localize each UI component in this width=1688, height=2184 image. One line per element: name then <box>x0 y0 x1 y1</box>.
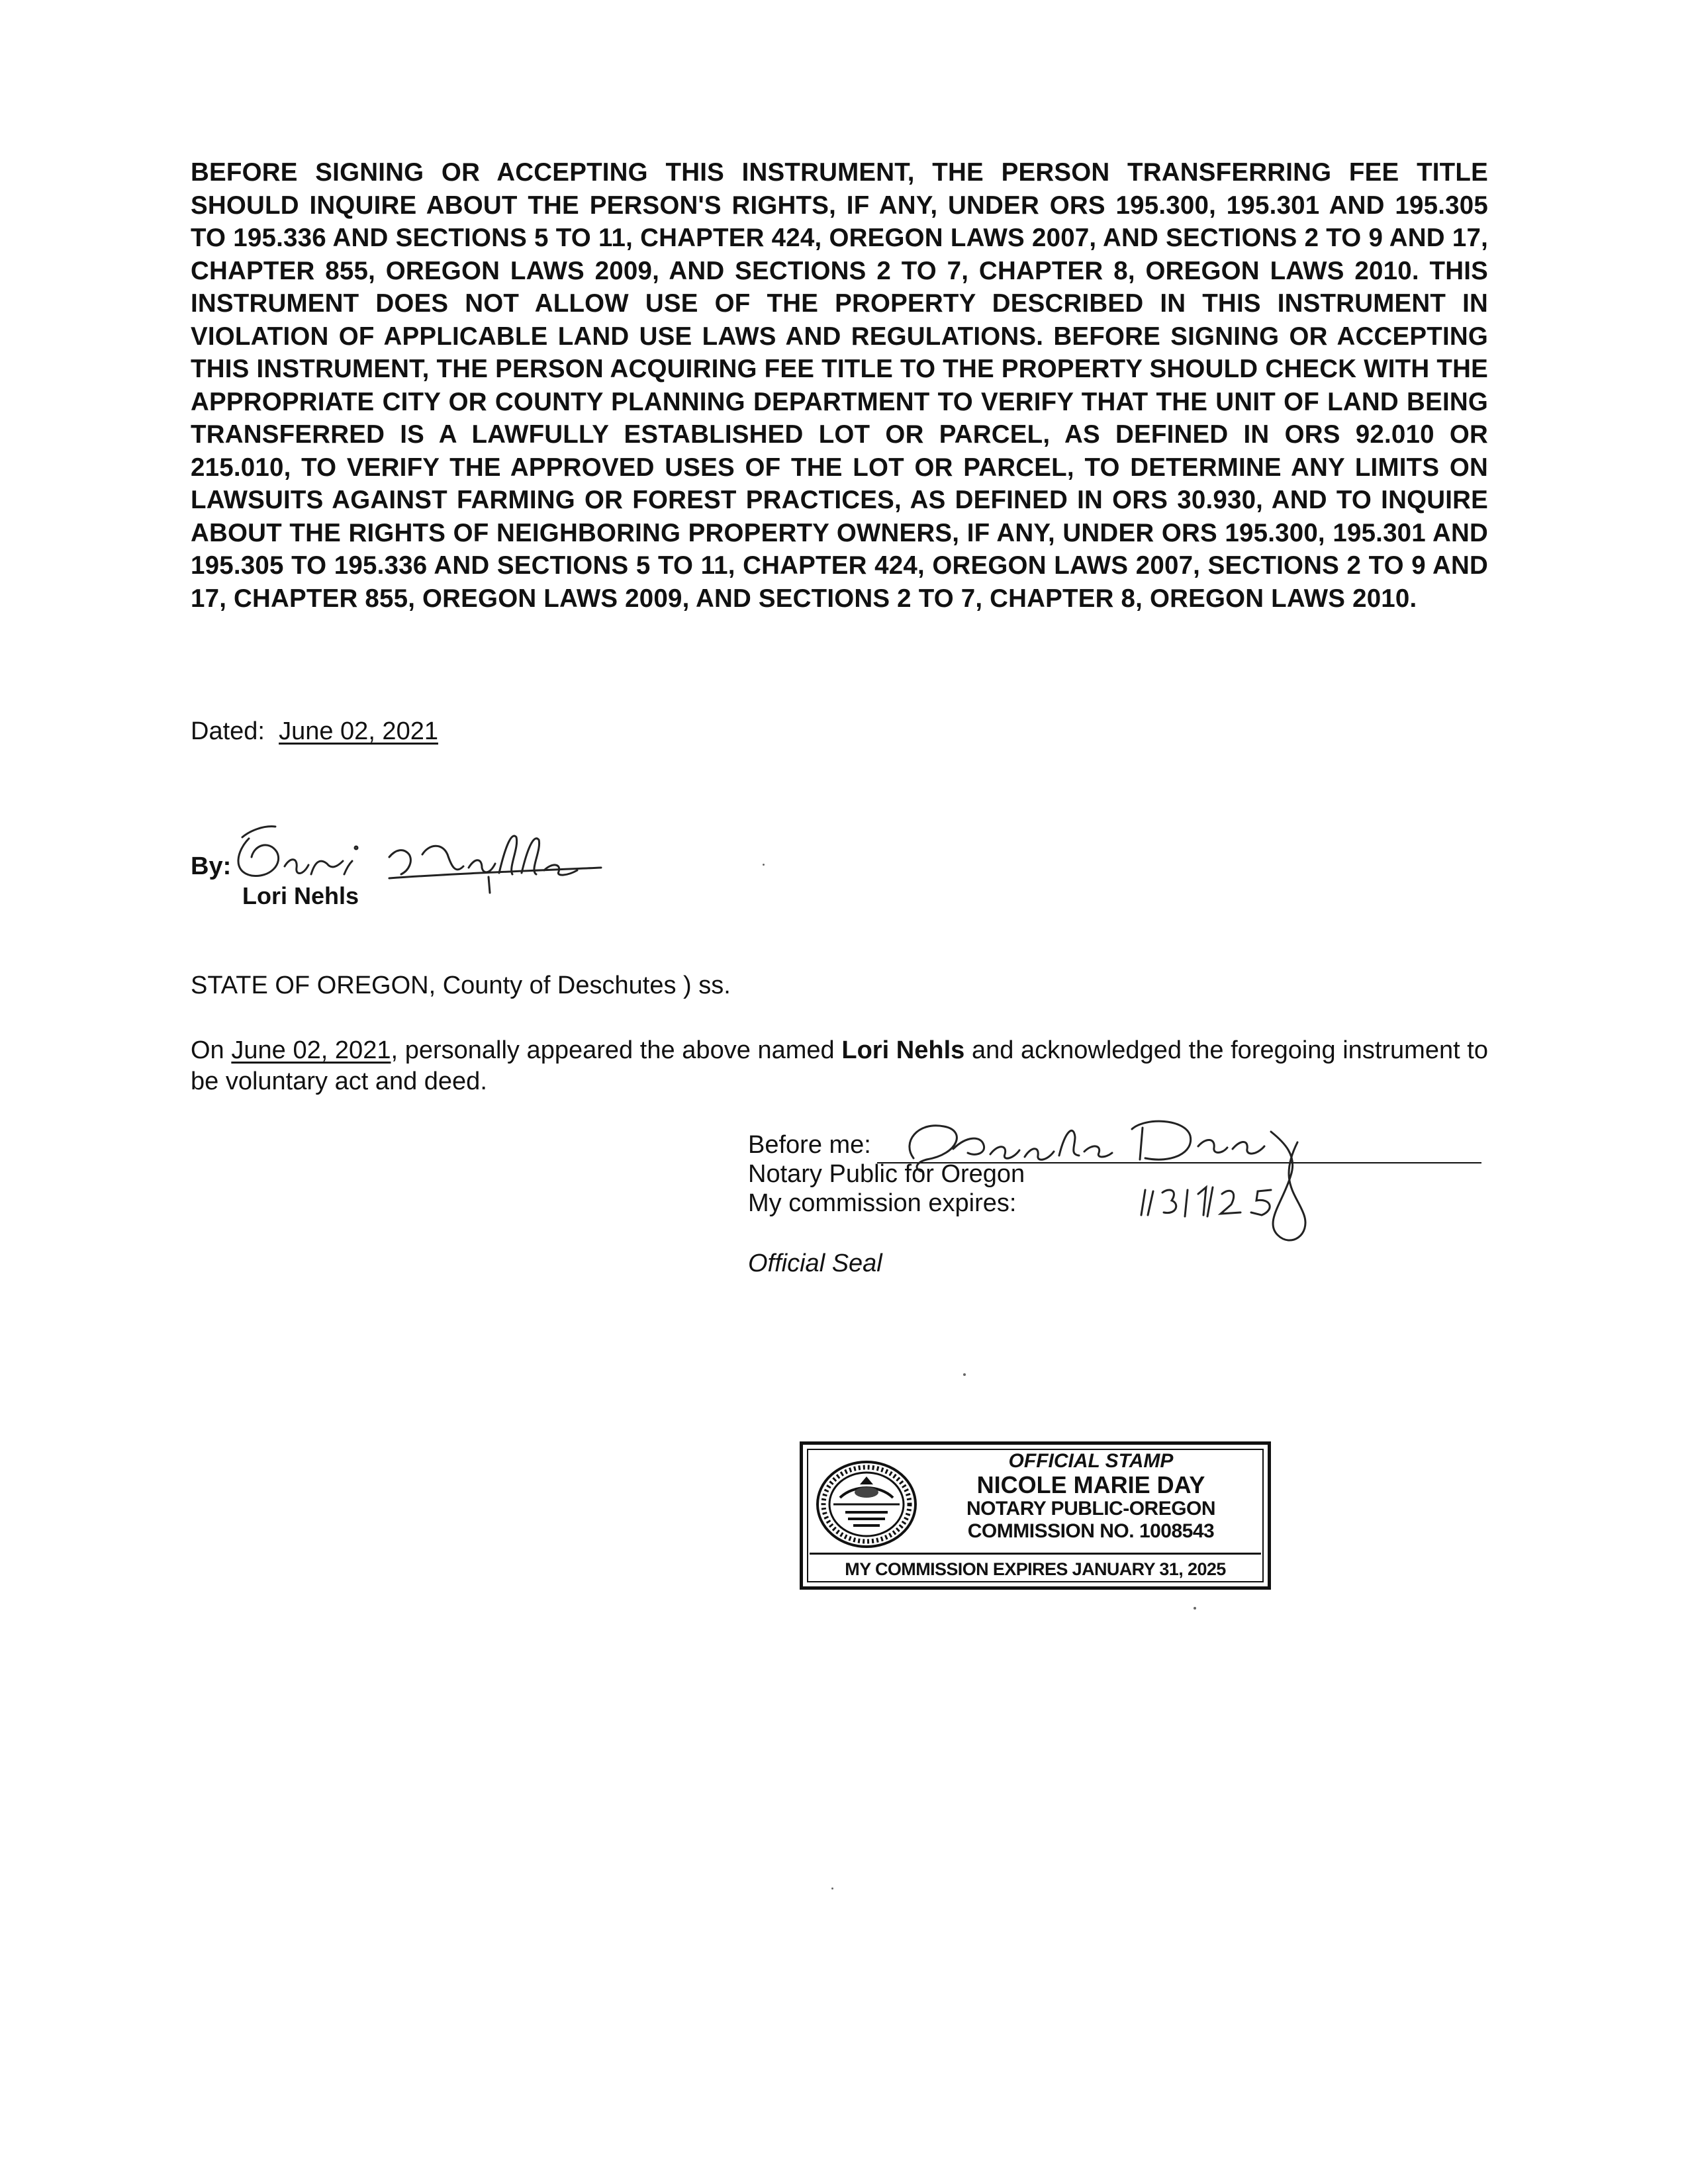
scan-speck <box>831 1888 833 1889</box>
grantor-signature-block <box>191 811 694 910</box>
stamp-expiration: MY COMMISSION EXPIRES JANUARY 31, 2025 <box>845 1559 1226 1579</box>
dated-label: Dated: <box>191 717 265 745</box>
ack-date: June 02, 2021 <box>231 1036 391 1064</box>
notary-signature <box>748 1116 1489 1268</box>
stamp-divider <box>810 1553 1261 1555</box>
grantor-name: Lori Nehls <box>242 882 359 909</box>
notary-block <box>748 1116 1489 1268</box>
scan-speck <box>1194 1607 1196 1610</box>
ack-name: Lori Nehls <box>841 1036 965 1064</box>
acknowledgment-paragraph <box>191 1035 1488 1097</box>
venue-line: STATE OF OREGON, County of Deschutes ) ss. <box>191 972 731 999</box>
stamp-text-block <box>929 1450 1253 1543</box>
official-seal-label: Official Seal <box>748 1250 882 1277</box>
dated-date: June 02, 2021 <box>279 717 438 745</box>
oregon-state-seal-icon <box>814 1458 919 1551</box>
scan-speck <box>963 1373 966 1376</box>
stamp-notary-title: NOTARY PUBLIC-OREGON <box>966 1498 1216 1520</box>
scan-speck <box>763 864 765 866</box>
stamp-heading: OFFICIAL STAMP <box>1008 1450 1174 1472</box>
stamp-notary-name: NICOLE MARIE DAY <box>976 1471 1205 1498</box>
commission-expires-label: My commission expires: <box>748 1189 1017 1217</box>
by-label: By: <box>191 852 232 880</box>
disclaimer-text: BEFORE SIGNING OR ACCEPTING THIS INSTRUMENT, THE PERSON TRANSFERRING FEE TITLE SHOULD INQUIRE ABOUT THE PERSON'S RIGHTS, IF ANY, UNDER ORS 195.300, 195.301 AND 195.305 TO 195.336 AND SECTIONS 5 TO 11, CHAPTER 424, OREGON LAWS 2007, AND SECTIONS 2 TO 9 AND 17, CHAPTER 855, OREGON LAWS 2009, AND SECTIONS 2 TO 7, CHAPTER 8, OREGON LAWS 2010. THIS INSTRUMENT DOES NOT ALLOW USE OF THE PROPERTY DESCRIBED IN THIS INSTRUMENT IN VIOLATION OF APPLICABLE LAND USE LAWS AND REGULATIONS. BEFORE SIGNING OR ACCEPTING THIS INSTRUMENT, THE PERSON ACQUIRING FEE TITLE TO THE PROPERTY SHOULD CHECK WITH THE APPROPRIATE CITY OR COUNTY PLANNING DEPARTMENT TO VERIFY THAT THE UNIT OF LAND BEING TRANSFERRED IS A LAWFULLY ESTABLISHED LOT OR PARCEL, AS DEFINED IN ORS 92.010 OR 215.010, TO VERIFY THE APPROVED USES OF THE LOT OR PARCEL, TO DETERMINE ANY LIMITS ON LAWSUITS AGAINST FARMING OR FOREST PRACTICES, AS DEFINED IN ORS 30.930, AND TO INQUIRE ABOUT THE RIGHTS OF NEIGHBORING PROPERTY OWNERS, IF ANY, UNDER ORS 195.300, 195.301 AND 195.305 TO 195.336 AND SECTIONS 5 TO 11, CHAPTER 424, OREGON LAWS 2007, SECTIONS 2 TO 9 AND 17, CHAPTER 855, OREGON LAWS 2009, AND SECTIONS 2 TO 7, CHAPTER 8, OREGON LAWS 2010. <box>191 158 1488 613</box>
ack-suffix: and acknowledged the foregoing instrument to be voluntary act and deed. <box>191 1036 1488 1095</box>
ack-middle: , personally appeared the above named <box>391 1036 835 1064</box>
ack-prefix: On <box>191 1036 224 1064</box>
dated-line <box>191 716 438 747</box>
notary-title: Notary Public for Oregon <box>748 1160 1025 1188</box>
before-me-label: Before me: <box>748 1131 871 1159</box>
notary-stamp <box>800 1441 1271 1590</box>
stamp-commission-number: COMMISSION NO. 1008543 <box>967 1520 1215 1542</box>
